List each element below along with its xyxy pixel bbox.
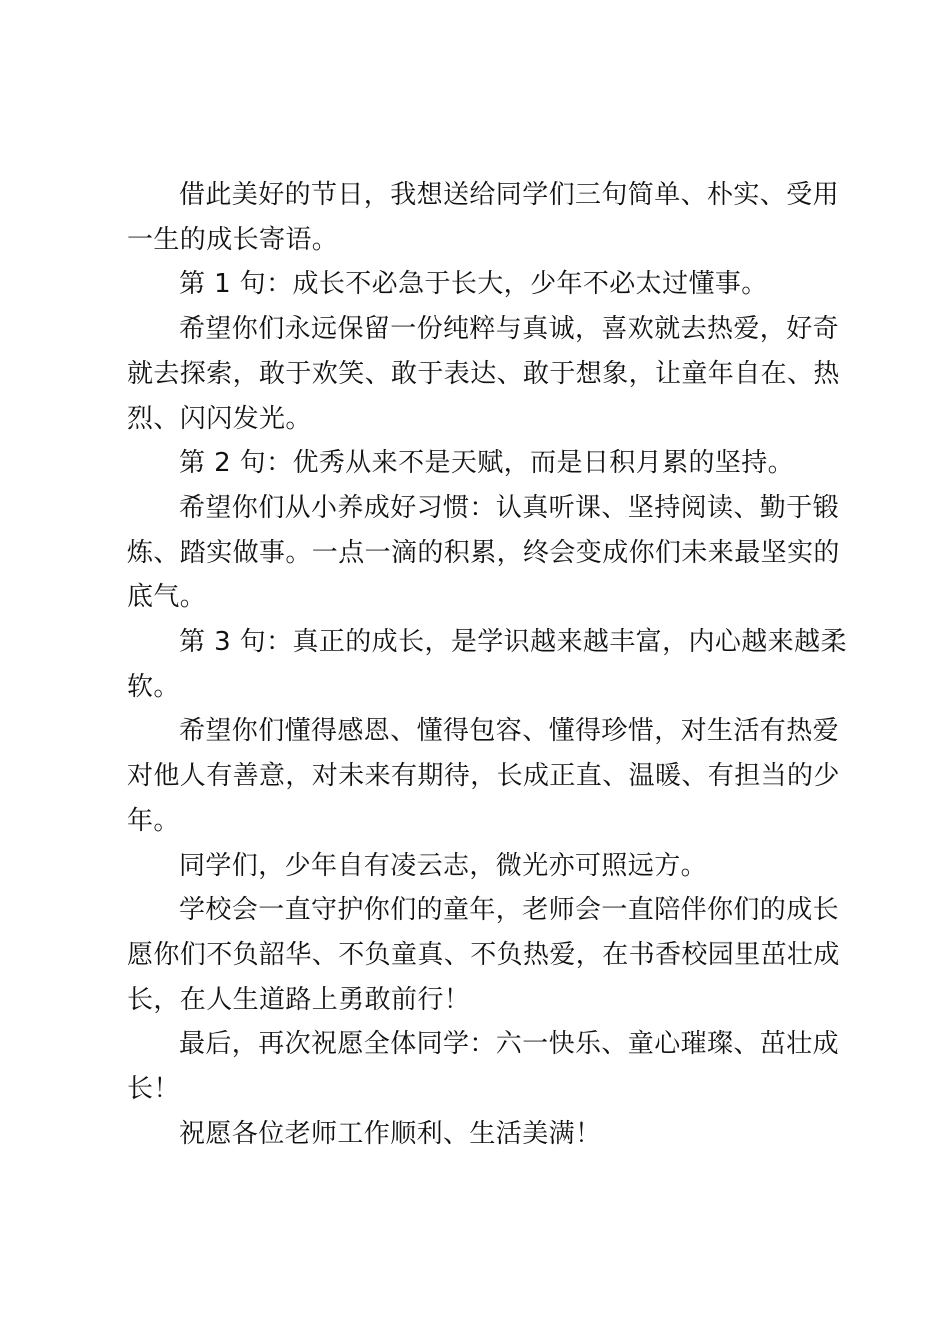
text-line: 第 3 句：真正的成长，是学识越来越丰富，内心越来越柔 <box>179 627 847 658</box>
text-line: 对他人有善意，对未来有期待，长成正直、温暖、有担当的少 <box>127 761 840 792</box>
paragraph <box>127 888 839 1022</box>
text-line: 同学们，少年自有凌云志，微光亦可照远方。 <box>179 850 708 881</box>
text-line: 希望你们懂得感恩、懂得包容、懂得珍惜，对生活有热爱 <box>179 716 840 747</box>
text-line: 一生的成长寄语。 <box>127 224 339 255</box>
text-line: 祝愿各位老师工作顺利、生活美满！ <box>179 1118 602 1149</box>
text-line: 第 2 句：优秀从来不是天赋，而是日积月累的坚持。 <box>179 448 795 479</box>
paragraph <box>127 1112 839 1157</box>
text-line: 就去探索，敢于欢笑、敢于表达、敢于想象，让童年自在、热 <box>127 358 840 389</box>
text-line: 最后，再次祝愿全体同学：六一快乐、童心璀璨、茁壮成 <box>179 1029 840 1060</box>
text-line: 软。 <box>127 671 180 702</box>
paragraph <box>127 620 847 709</box>
paragraph <box>127 709 839 843</box>
paragraph <box>127 262 839 307</box>
text-line: 底气。 <box>127 582 207 613</box>
text-line: 希望你们永远保留一份纯粹与真诚，喜欢就去热爱，好奇 <box>179 314 840 345</box>
paragraph <box>127 844 839 889</box>
paragraph <box>127 1022 839 1111</box>
text-line: 希望你们从小养成好习惯：认真听课、坚持阅读、勤于锻 <box>179 492 840 523</box>
text-line: 长，在人生道路上勇敢前行！ <box>127 984 471 1015</box>
paragraph <box>127 307 839 441</box>
text-line: 年。 <box>127 805 180 836</box>
text-line: 长！ <box>127 1074 180 1105</box>
text-line: 学校会一直守护你们的童年，老师会一直陪伴你们的成长 <box>179 895 840 926</box>
text-line: 第 1 句：成长不必急于长大，少年不必太过懂事。 <box>179 269 768 300</box>
paragraph <box>127 173 839 262</box>
paragraph <box>127 441 839 486</box>
text-line: 愿你们不负韶华、不负童真、不负热爱，在书香校园里茁壮成 <box>127 939 840 970</box>
paragraph <box>127 486 839 620</box>
document-body <box>127 173 847 1156</box>
text-line: 烈、闪闪发光。 <box>127 403 312 434</box>
text-line: 借此美好的节日，我想送给同学们三句简单、朴实、受用 <box>179 180 840 210</box>
text-line: 炼、踏实做事。一点一滴的积累，终会变成你们未来最坚实的 <box>127 537 840 568</box>
